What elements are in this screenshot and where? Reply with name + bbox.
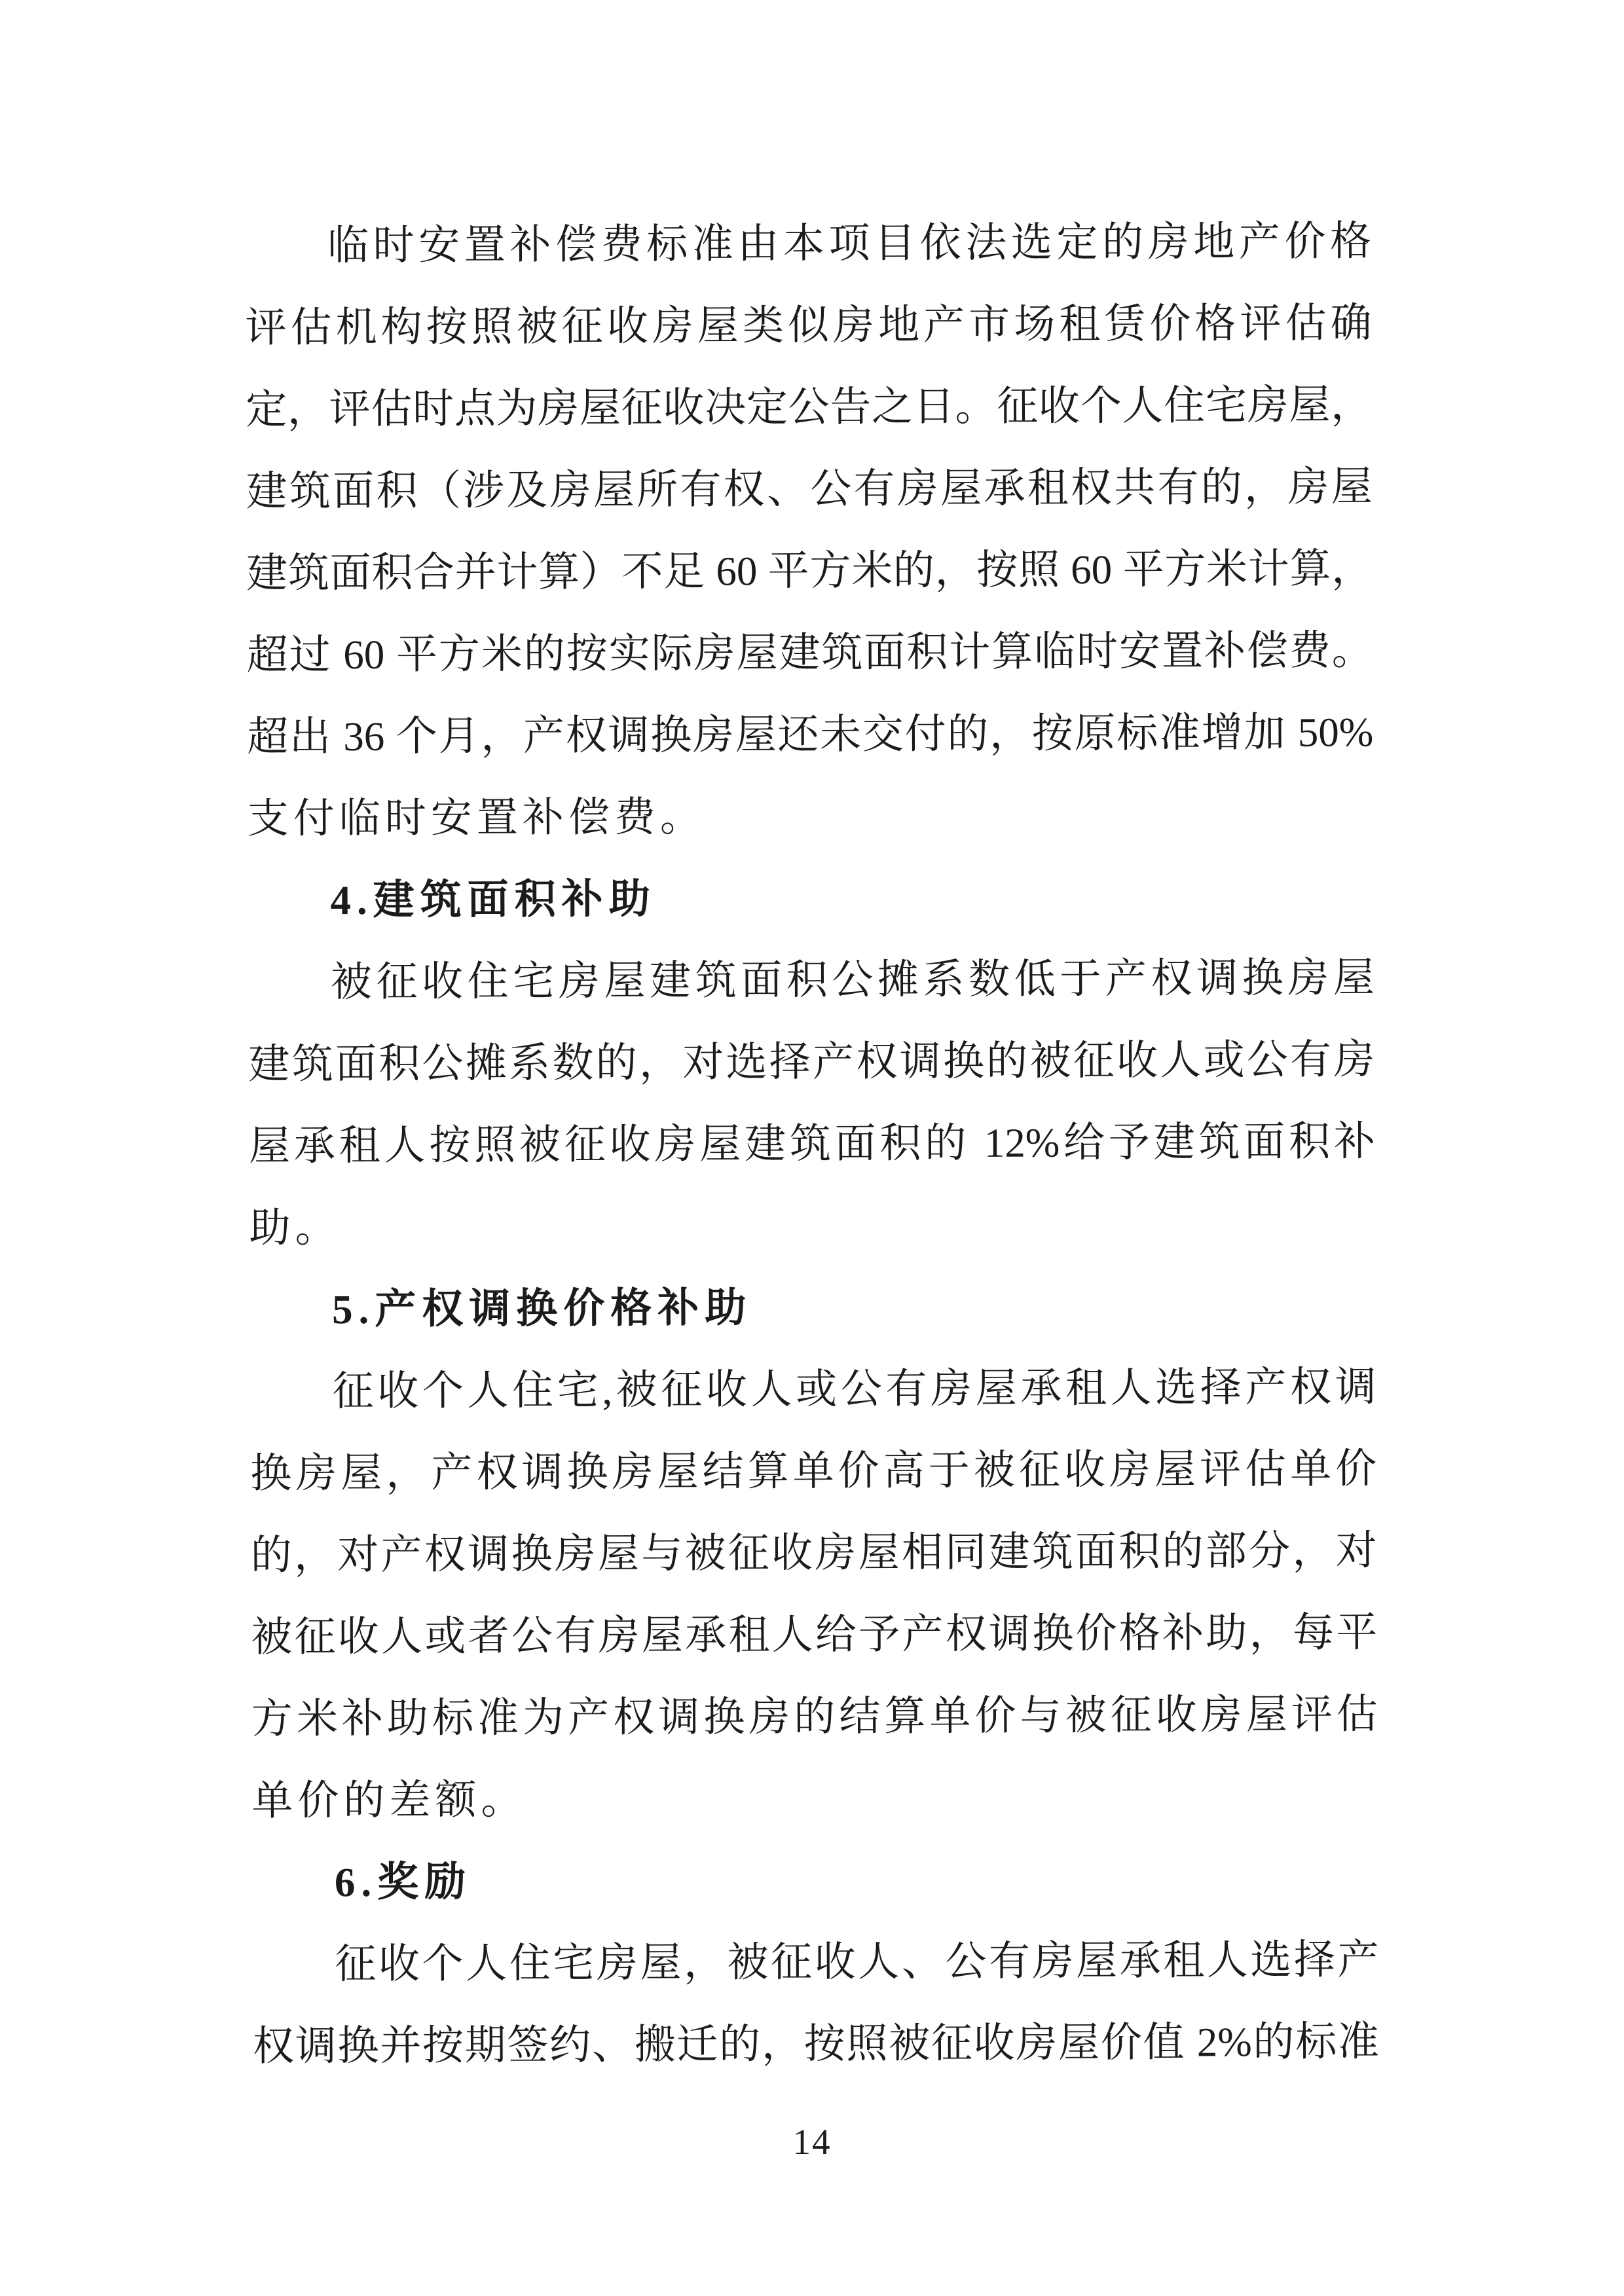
text-line: 权调换并按期签约、搬迁的，按照被征收房屋价值 2%的标准 bbox=[252, 2018, 1380, 2069]
text-line: 换房屋，产权调换房屋结算单价高于被征收房屋评估单价 bbox=[250, 1446, 1377, 1497]
text-line: 被征收人或者公有房屋承租人给予产权调换价格补助，每平 bbox=[251, 1609, 1378, 1660]
text-line: 的，对产权调换房屋与被征收房屋相同建筑面积的部分，对 bbox=[250, 1527, 1377, 1578]
page-number: 14 bbox=[792, 2122, 832, 2162]
text-line: 建筑面积公摊系数的，对选择产权调换的被征收人或公有房 bbox=[248, 1036, 1375, 1087]
text-line: 超出 36 个月，产权调换房屋还未交付的，按原标准增加 50% bbox=[247, 709, 1374, 760]
text-line: 被征收住宅房屋建筑面积公摊系数低于产权调换房屋 bbox=[330, 955, 1375, 1006]
text-line: 临时安置补偿费标准由本项目依法选定的房地产价格 bbox=[327, 218, 1372, 269]
text-line: 征收个人住宅房屋，被征收人、公有房屋承租人选择产 bbox=[335, 1937, 1379, 1988]
section-heading: 6.奖励 bbox=[334, 1859, 472, 1906]
text-line: 建筑面积（涉及房屋所有权、公有房屋承租权共有的，房屋 bbox=[246, 464, 1373, 515]
section-heading: 5.产权调换价格补助 bbox=[331, 1285, 752, 1333]
text-line: 方米补助标准为产权调换房的结算单价与被征收房屋评估 bbox=[251, 1691, 1378, 1742]
text-line: 征收个人住宅,被征收人或公有房屋承租人选择产权调 bbox=[332, 1364, 1376, 1415]
text-line: 超过 60 平方米的按实际房屋建筑面积计算临时安置补偿费。 bbox=[246, 627, 1373, 678]
text-line: 助。 bbox=[249, 1205, 341, 1251]
text-line: 建筑面积合并计算）不足 60 平方米的，按照 60 平方米计算， bbox=[246, 545, 1373, 596]
text-line: 屋承租人按照被征收房屋建筑面积的 12%给予建筑面积补 bbox=[248, 1118, 1376, 1169]
text-line: 支付临时安置补偿费。 bbox=[247, 793, 706, 842]
text-line: 定，评估时点为房屋征收决定公告之日。征收个人住宅房屋， bbox=[245, 382, 1373, 433]
text-line: 单价的差额。 bbox=[251, 1776, 527, 1824]
text-line: 评估机构按照被征收房屋类似房地产市场租赁价格评估确 bbox=[245, 300, 1372, 351]
section-heading: 4.建筑面积补助 bbox=[330, 876, 656, 924]
document-body bbox=[245, 200, 1380, 2087]
